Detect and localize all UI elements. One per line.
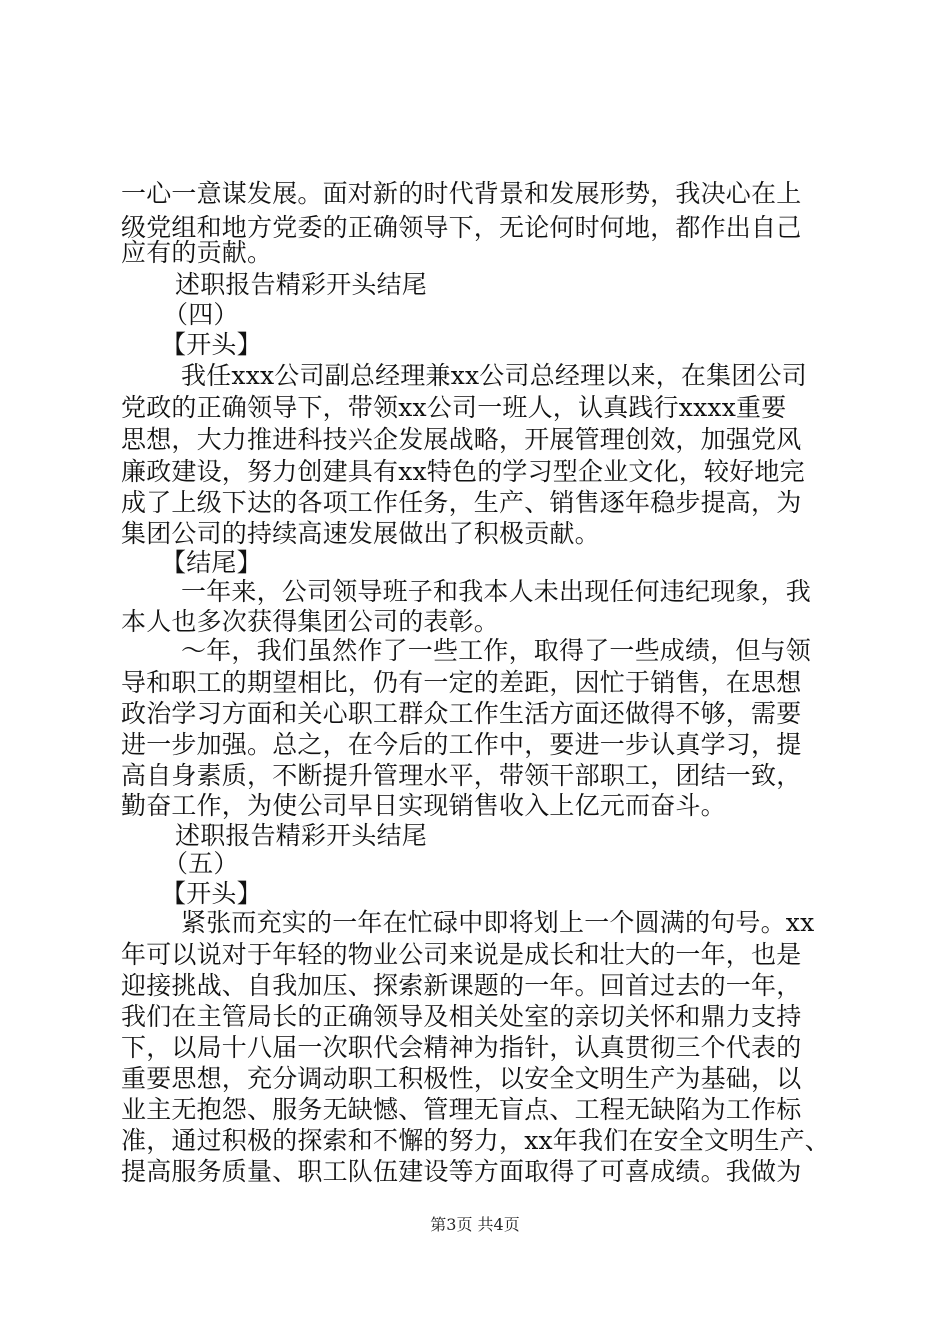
text-line: 我任xxx公司副总经理兼xx公司总经理以来，在集团公司	[181, 361, 807, 390]
subheading-closing: 【结尾】	[161, 548, 262, 577]
text-line: 集团公司的持续高速发展做出了积极贡献。	[121, 519, 600, 548]
text-line: 我们在主管局长的正确领导及相关处室的亲切关怀和鼎力支持	[121, 1002, 802, 1031]
text-line: 提高服务质量、职工队伍建设等方面取得了可喜成绩。我做为	[121, 1157, 802, 1186]
text-line: 年可以说对于年轻的物业公司来说是成长和壮大的一年，也是	[121, 940, 802, 969]
text-line: 一年来，公司领导班子和我本人未出现任何违纪现象，我	[181, 577, 812, 606]
text-line: 本人也多次获得集团公司的表彰。	[121, 607, 500, 636]
subheading-opening: 【开头】	[161, 330, 262, 359]
subheading-opening: 【开头】	[161, 879, 262, 908]
text-line: 应有的贡献。	[121, 238, 273, 267]
text-line: 准，通过积极的探索和不懈的努力，xx年我们在安全文明生产、	[121, 1126, 831, 1155]
text-line: ～年，我们虽然作了一些工作，取得了一些成绩，但与领	[181, 636, 812, 665]
text-line: 下，以局十八届一次职代会精神为指针，认真贯彻三个代表的	[121, 1033, 802, 1062]
text-line: 廉政建设，努力创建具有xx特色的学习型企业文化，较好地完	[121, 457, 805, 486]
text-line: 一心一意谋发展。面对新的时代背景和发展形势，我决心在上	[121, 179, 802, 208]
text-line: 业主无抱怨、服务无缺憾、管理无盲点、工程无缺陷为工作标	[121, 1095, 802, 1124]
section-heading: 述职报告精彩开头结尾	[175, 821, 428, 850]
text-line: 勤奋工作，为使公司早日实现销售收入上亿元而奋斗。	[121, 791, 726, 820]
text-line: 思想，大力推进科技兴企发展战略，开展管理创效，加强党风	[121, 425, 802, 454]
text-line: 高自身素质，不断提升管理水平，带领干部职工，团结一致，	[121, 761, 802, 790]
text-line: 级党组和地方党委的正确领导下，无论何时何地，都作出自己	[121, 213, 802, 242]
section-number: （四）	[163, 300, 239, 329]
text-line: 重要思想，充分调动职工积极性，以安全文明生产为基础，以	[121, 1064, 802, 1093]
text-line: 进一步加强。总之，在今后的工作中，要进一步认真学习，提	[121, 730, 802, 759]
text-line: 政治学习方面和关心职工群众工作生活方面还做得不够，需要	[121, 699, 802, 728]
text-line: 导和职工的期望相比，仍有一定的差距，因忙于销售，在思想	[121, 668, 802, 697]
text-line: 迎接挑战、自我加压、探索新课题的一年。回首过去的一年，	[121, 971, 802, 1000]
section-number: （五）	[163, 849, 239, 878]
text-line: 紧张而充实的一年在忙碌中即将划上一个圆满的句号。xx	[181, 908, 815, 937]
text-line: 党政的正确领导下，带领xx公司一班人，认真践行xxxx重要	[121, 393, 787, 422]
section-heading: 述职报告精彩开头结尾	[175, 270, 428, 299]
page-number-footer: 第3页 共4页	[430, 1215, 520, 1234]
text-line: 成了上级下达的各项工作任务，生产、销售逐年稳步提高，为	[121, 488, 802, 517]
